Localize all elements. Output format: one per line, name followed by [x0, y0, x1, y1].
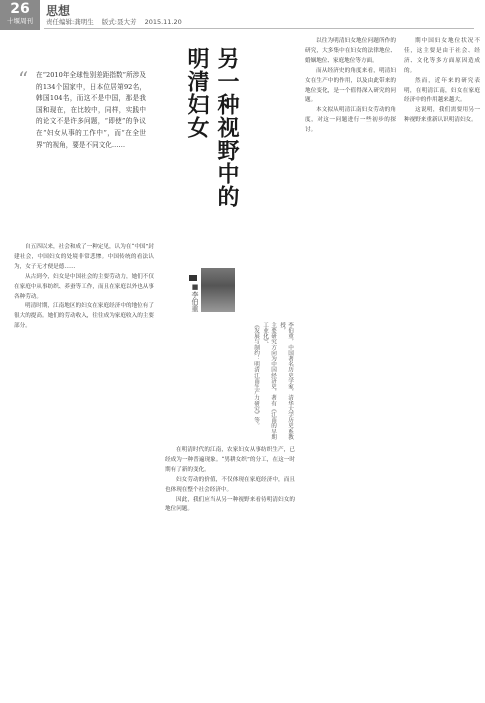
credit-layout: 版式:聂大芳 — [101, 18, 137, 26]
page-header — [0, 0, 485, 30]
section-title: 思想 — [46, 4, 71, 18]
paragraph: 本文拟从明清江南妇女劳动的角度，对这一问题进行一些初步的探讨。 — [305, 107, 396, 134]
paragraph: 自五四以来，社会和成了一种定见，认为在“中国”封建社会，中国妇女的处境非常悲惨。中国传统的看法认为，女子无才便是德…… — [14, 244, 154, 270]
byline-marker-icon — [189, 275, 197, 281]
title-line-2: 明清妇女 — [184, 47, 210, 139]
editor-credits — [46, 17, 188, 26]
header-divider — [44, 28, 474, 29]
body-column-right-1 — [305, 37, 396, 136]
author-bio-line: 主要研究方向为中国经济史，著有《江南的早期工业化》、 — [262, 322, 276, 440]
quote-mark-icon: “ — [18, 67, 29, 91]
paragraph: 而从经济史的角度来看，明清妇女在生产中的作用，以及由此带来的地位变化，是一个值得深入研究的问题。 — [305, 67, 396, 104]
paragraph: 然而，近年来的研究表明，在明清江南，妇女在家庭经济中的作用越来越大。 — [404, 77, 480, 104]
author-bio-line: 《发展与制约：明清江南生产力研究》等。 — [253, 322, 259, 429]
paragraph: 以往为明清妇女地位问题所作的研究，大多集中在妇女的法律地位、婚姻地位、家庭地位等方面。 — [305, 38, 396, 64]
publication-name: 十堰周刊 — [7, 17, 33, 25]
paragraph: 这说明，我们需要用另一种视野来重新认识明清妇女。 — [404, 107, 480, 124]
body-column-left — [14, 243, 154, 332]
byline: ■李伯重 — [191, 283, 199, 312]
body-column-right-2 — [404, 37, 480, 126]
issue-badge — [0, 0, 40, 30]
author-bio-line: 李伯重，中国著名历史学家，清华大学历史系教授， — [279, 322, 293, 440]
pull-quote-text: 在“2010年全球性别差距指数”所涉及的134个国家中，日本位居第92名，韩国104名，而这不是中国，那是我国和现在，在比较中，同样，实践中的论文不是许多问题，“即使”的争议在“妇女从事的工作中”，而“在全世界”的视角，要是不同文化…… — [36, 71, 146, 149]
paragraph: 期中国妇女地位状况不佳，这主要是由于社会、经济、文化等多方面原因造成的。 — [404, 38, 480, 74]
paragraph: 在明清时代的江南，农家妇女从事纺织生产，已经成为一种普遍现象。“男耕女织”的分工，在这一时期有了新的变化。 — [165, 447, 295, 473]
paragraph: 明清时期，江南地区的妇女在家庭经济中的地位有了很大的提高。她们的劳动收入，往往成为家庭收入的主要部分。 — [14, 303, 154, 330]
paragraph: 从古到今，妇女是中国社会的主要劳动力，她们不仅在家庭中从事纺织、养蚕等工作，而且在家庭以外也从事各种劳动。 — [14, 273, 154, 300]
article-title — [167, 47, 257, 217]
credit-editor: 责任编辑:龚明生 — [46, 18, 94, 26]
paragraph: 妇女劳动的价值，不仅体现在家庭经济中，而且也体现在整个社会经济中。 — [165, 476, 295, 493]
issue-number: 26 — [10, 1, 30, 17]
pull-quote — [16, 67, 146, 151]
title-line-1: 另一种视野中的 — [214, 47, 240, 208]
author-bio — [204, 322, 294, 442]
body-column-middle — [165, 446, 295, 515]
credit-date: 2015.11.20 — [144, 18, 182, 26]
paragraph: 因此，我们应当从另一种视野来看待明清妇女的地位问题。 — [165, 496, 295, 513]
author-portrait — [201, 268, 235, 312]
